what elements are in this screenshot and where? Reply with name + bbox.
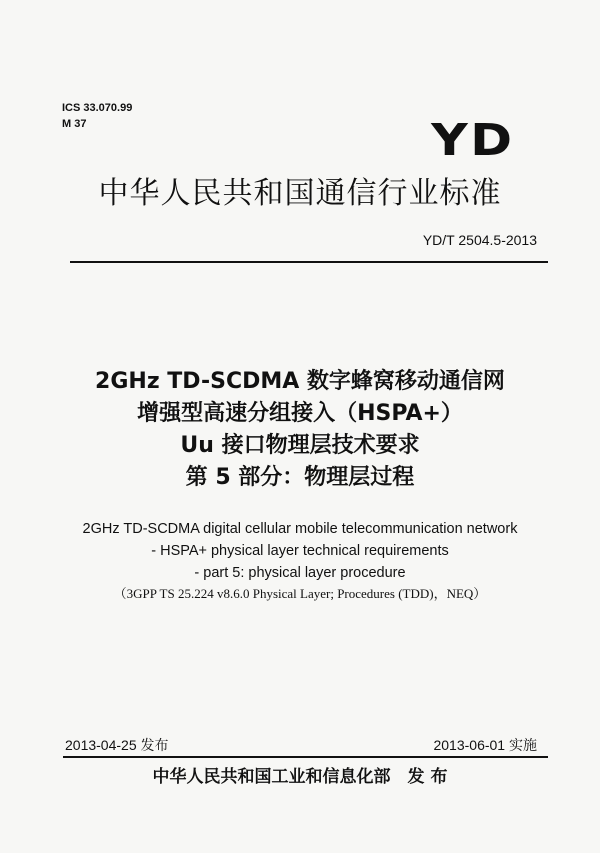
title-en: [0, 518, 600, 584]
divider: [70, 261, 548, 263]
standard-number: YD/T 2504.5-2013: [422, 232, 537, 248]
divider: [63, 756, 548, 758]
standard-type: 中华人民共和国通信行业标准: [98, 176, 502, 211]
reference: （3GPP TS 25.224 v8.6.0 Physical Layer; Procedures (TDD)，NEQ）: [113, 586, 487, 601]
issue-date: 2013-04-25 发布: [65, 737, 169, 753]
yd-logo: YD: [430, 115, 514, 166]
class-code: M 37: [62, 118, 87, 130]
title-cn-line: 增强型高速分组接入（HSPA+）: [137, 401, 463, 426]
title-cn-line: 第 5 部分：物理层过程: [185, 465, 415, 490]
ics-code: ICS 33.070.99: [62, 102, 133, 114]
title-cn: [0, 366, 600, 494]
title-cn-line: Uu 接口物理层技术要求: [180, 433, 420, 458]
title-en-line: - HSPA+ physical layer technical requirements: [151, 543, 449, 559]
classification-codes: [62, 100, 132, 132]
title-cn-line: 2GHz TD-SCDMA 数字蜂窝移动通信网: [95, 369, 505, 394]
effective-date: 2013-06-01 实施: [433, 737, 537, 753]
title-en-line: - part 5: physical layer procedure: [194, 565, 406, 581]
publisher: 中华人民共和国工业和信息化部 发 布: [152, 767, 448, 787]
title-en-line: 2GHz TD-SCDMA digital cellular mobile telecommunication network: [82, 521, 518, 537]
